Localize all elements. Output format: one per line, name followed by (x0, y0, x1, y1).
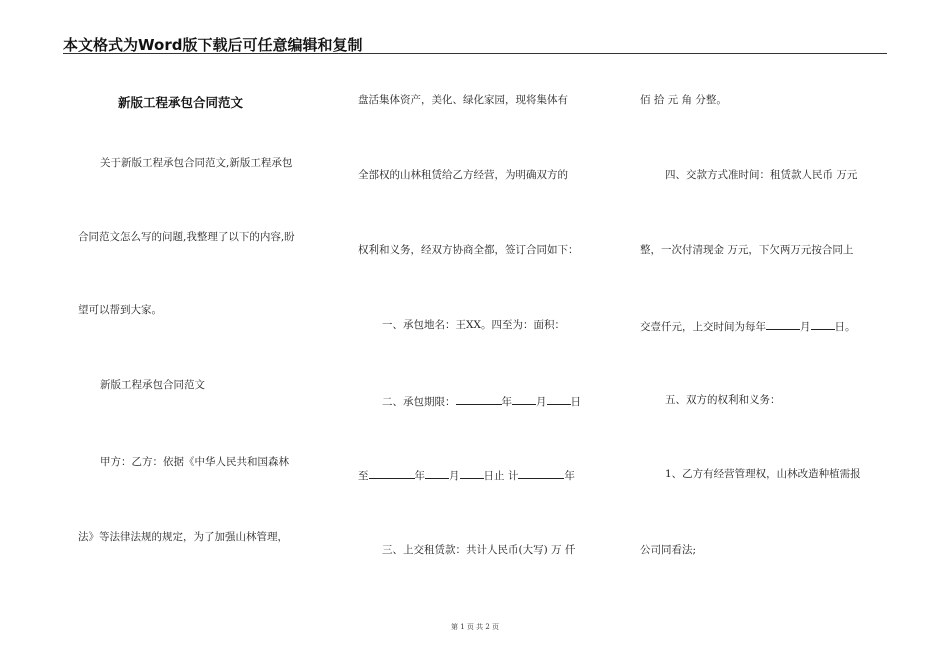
term-end-day-unit: 日止 计 (483, 470, 519, 482)
col1-line-1: 关于新版工程承包合同范文,新版工程承包 (100, 157, 293, 169)
col3-line-3: 整，一次付清现金 万元，下欠两万元按合同上 (640, 244, 854, 256)
term-start-month-blank (512, 393, 536, 405)
contract-term-label: 二、承包期限： (382, 396, 456, 408)
term-day-unit: 日 (570, 396, 581, 408)
payment-month-unit: 月 (800, 321, 811, 333)
term-end-year-blank (369, 467, 415, 479)
payment-month-blank (766, 318, 800, 330)
col2-line-4: 一、承包地名：王XX。四至为：面积： (382, 319, 565, 331)
col2-line-3: 权利和义务，经双方协商全都，签订合同如下： (358, 244, 579, 256)
term-start-year-blank (456, 393, 502, 405)
payment-day-unit: 日。 (834, 321, 856, 333)
col3-line-6: 1、乙方有经营管理权，山林改造种植需报 (665, 468, 861, 480)
term-end-month-unit: 月 (449, 470, 460, 482)
col2-line-1: 盘活集体资产，美化、绿化家园，现将集体有 (358, 94, 568, 106)
document-title: 新版工程承包合同范文 (118, 95, 244, 110)
col3-line-7: 公司同看法; (640, 544, 697, 556)
term-month-unit: 月 (536, 396, 547, 408)
header-divider (63, 53, 887, 54)
col3-line-1: 佰 拾 元 角 分整。 (640, 94, 727, 106)
col2-line-6 (358, 467, 575, 483)
col1-line-4: 新版工程承包合同范文 (100, 379, 205, 391)
term-to-label: 至 (358, 470, 369, 482)
payment-time-text: 交壹仟元，上交时间为每年 (640, 321, 766, 333)
term-total-year-unit: 年 (564, 470, 575, 482)
term-end-day-blank (460, 467, 484, 479)
col1-line-6: 法》等法律法规的规定，为了加强山林管理， (78, 531, 288, 543)
col2-line-5 (382, 393, 581, 409)
col1-line-3: 望可以帮到大家。 (78, 304, 162, 316)
page-header-title: 本文格式为Word版下载后可任意编辑和复制 (63, 36, 363, 54)
col2-line-2: 全部权的山林租赁给乙方经营，为明确双方的 (358, 169, 568, 181)
term-end-month-blank (425, 467, 449, 479)
col3-line-2: 四、交款方式准时间：租赁款人民币 万元 (665, 169, 858, 181)
col3-line-5: 五、双方的权利和义务： (665, 394, 781, 406)
col2-line-7: 三、上交租赁款：共计人民币(大写) 万 仟 (382, 544, 576, 556)
col1-line-5: 甲方：乙方：依据《中华人民共和国森林 (100, 456, 289, 468)
col1-line-2: 合同范文怎么写的问题,我整理了以下的内容,盼 (78, 231, 295, 243)
col3-line-4 (640, 318, 856, 334)
term-total-years-blank (518, 467, 564, 479)
payment-day-blank (811, 318, 835, 330)
term-year-unit: 年 (501, 396, 512, 408)
term-start-day-blank (547, 393, 571, 405)
page-number-footer: 第 1 页 共 2 页 (450, 623, 500, 631)
term-end-year-unit: 年 (414, 470, 425, 482)
